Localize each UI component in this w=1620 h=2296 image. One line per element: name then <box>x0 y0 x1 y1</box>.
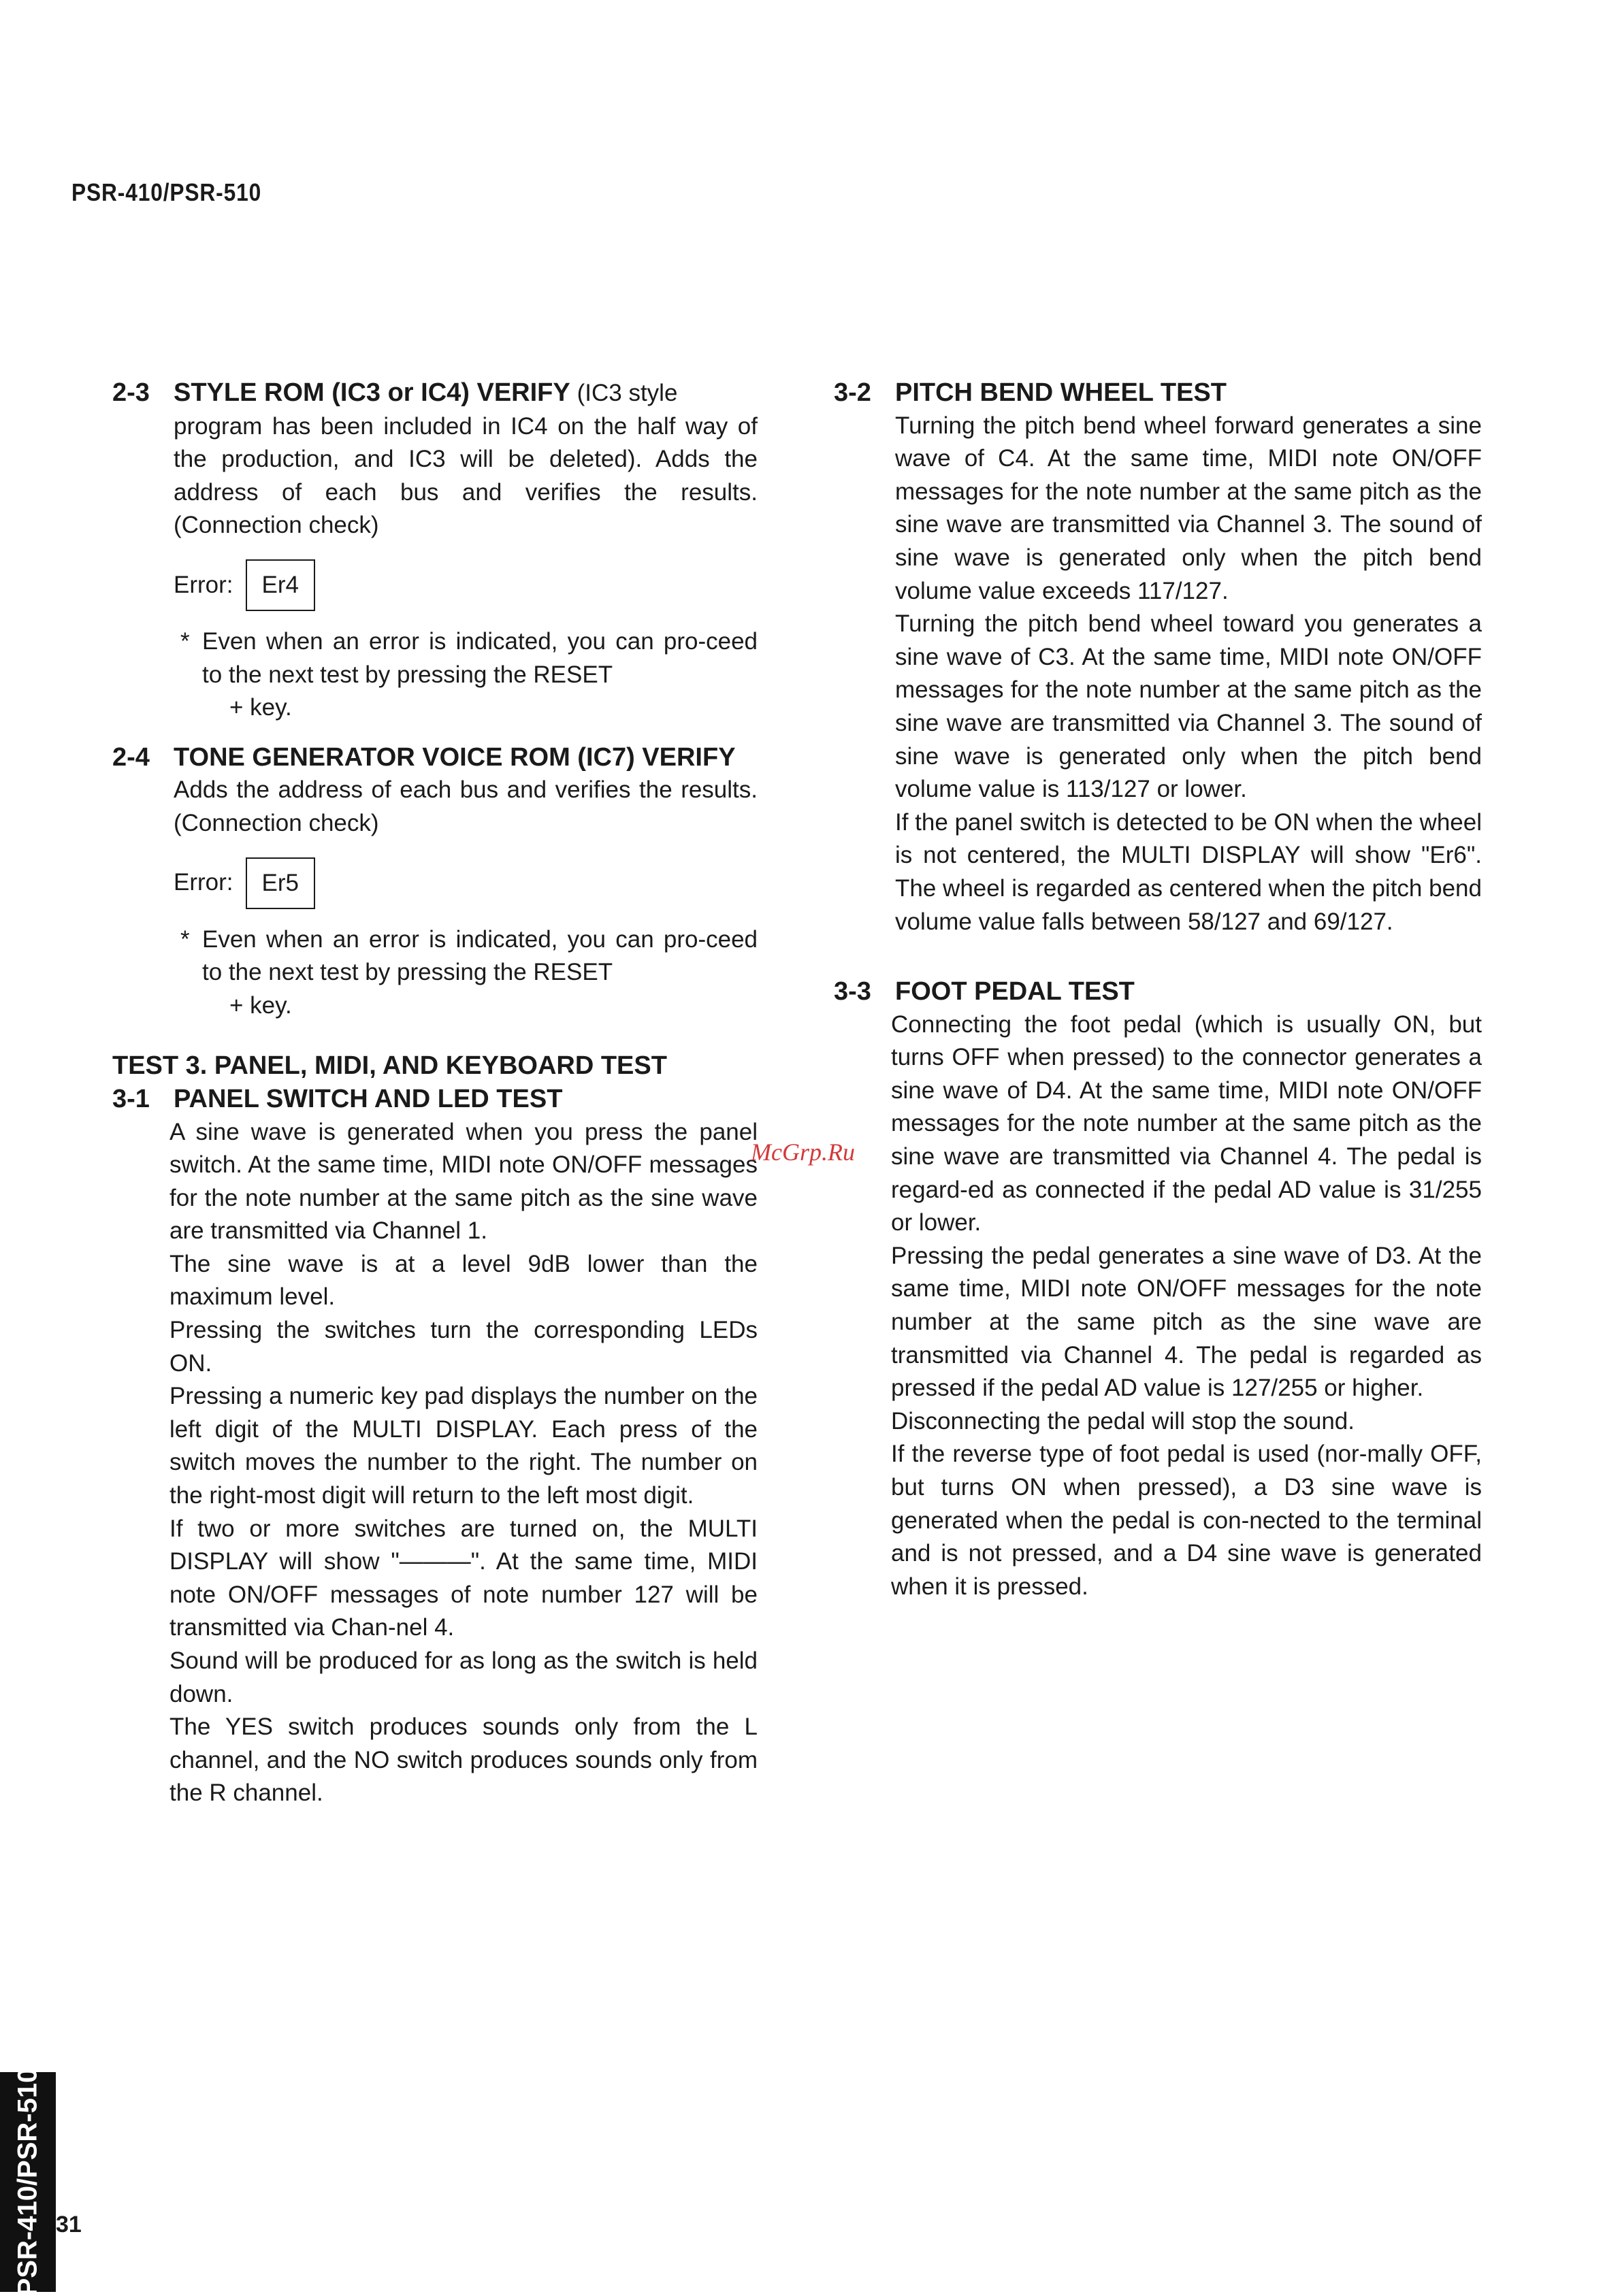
paragraph: The sine wave is at a level 9dB lower than the maximum level. <box>169 1250 758 1311</box>
footnote <box>180 625 758 725</box>
section-2-3 <box>112 376 758 725</box>
section-title: PITCH BEND WHEEL TEST <box>895 378 1227 407</box>
page-number: 31 <box>56 2212 82 2237</box>
section-3-1 <box>112 1083 758 1810</box>
section-body <box>174 410 758 542</box>
section-title-paren: (IC3 style <box>577 380 678 406</box>
footnote-text: Even when an error is indicated, you can pro-ceed to the next test by pressing the RESET <box>202 627 758 688</box>
paragraph: A sine wave is generated when you press the panel switch. At the same time, MIDI note ON/OFF messages for the note number at the same pitch as the sine wave are transmitted via Channel 1. <box>169 1118 758 1245</box>
section-3-2 <box>834 376 1482 938</box>
section-body <box>169 1116 758 1810</box>
section-number: 2-3 <box>112 378 150 407</box>
footnote-key: + key. <box>229 991 292 1019</box>
paragraph: If the reverse type of foot pedal is used (nor-mally OFF, but turns ON when pressed), a D3 sine wave is generated when the pedal is con-nected to the terminal and is not pressed, and a D4 sine wave is generated when it is pressed. <box>891 1441 1482 1600</box>
asterisk: * <box>180 627 190 655</box>
section-title: PANEL SWITCH AND LED TEST <box>174 1084 563 1113</box>
paragraph: If the panel switch is detected to be ON when the wheel is not centered, the MULTI DISPLAY will show "Er6". The wheel is regarded as centered when the pitch bend volume value falls between 58/127 and 69/127. <box>895 808 1482 935</box>
paragraph: If two or more switches are turned on, the MULTI DISPLAY will show "———". At the same time, MIDI note ON/OFF messages of note number 127 will be transmitted via Chan-nel 4. <box>169 1515 758 1641</box>
paragraph: Sound will be produced for as long as the switch is held down. <box>169 1647 758 1707</box>
error-label: Error: <box>174 571 233 598</box>
page-header-model: PSR-410/PSR-510 <box>71 178 262 206</box>
paragraph: program has been included in IC4 on the half way of the production, and IC3 will be deleted). Adds the address of each bus and verifies the results. (Connection check) <box>174 412 758 539</box>
paragraph: Turning the pitch bend wheel forward generates a sine wave of C4. At the same time, MIDI note ON/OFF messages for the note number at the same pitch as the sine wave are transmitted via Channel 3. The sound of sine wave is generated only when the pitch bend volume value exceeds 117/127. <box>895 412 1482 604</box>
section-title-text: STYLE ROM (IC3 or IC4) VERIFY <box>174 378 570 407</box>
section-number: 3-2 <box>834 378 871 407</box>
paragraph: Turning the pitch bend wheel toward you generates a sine wave of C3. At the same time, MIDI note ON/OFF messages for the note number at the same pitch as the sine wave are transmitted via Channel 3. The sound of sine wave is generated only when the pitch bend volume value is 113/127 or lower. <box>895 610 1482 803</box>
section-number: 3-1 <box>112 1084 150 1113</box>
footnote <box>180 923 758 1023</box>
error-code-box: Er4 <box>246 559 315 611</box>
error-code-box: Er5 <box>246 857 315 909</box>
section-body <box>174 774 758 840</box>
footnote-text: Even when an error is indicated, you can pro-ceed to the next test by pressing the RESET <box>202 925 758 986</box>
error-indicator <box>174 855 758 911</box>
section-body <box>895 410 1482 939</box>
section-body <box>891 1008 1482 1604</box>
side-tab-label: PSR-410/PSR-510 <box>12 2067 43 2296</box>
paragraph: Connecting the foot pedal (which is usually ON, but turns OFF when pressed) to the connector generates a sine wave of D4. At the same time, MIDI note ON/OFF messages for the note number at the same pitch as the sine wave are transmitted via Channel 4. The pedal is regard-ed as connected if the pedal AD value is 31/255 or lower. <box>891 1011 1482 1236</box>
asterisk: * <box>180 925 190 953</box>
footnote-key: + key. <box>229 694 292 721</box>
paragraph: Pressing the switches turn the corresponding LEDs ON. <box>169 1317 758 1377</box>
left-column <box>112 376 758 1810</box>
section-title <box>174 376 758 410</box>
section-3-3 <box>834 975 1482 1603</box>
section-title: TONE GENERATOR VOICE ROM (IC7) VERIFY <box>174 742 736 772</box>
watermark: McGrp.Ru <box>751 1138 855 1166</box>
section-title: FOOT PEDAL TEST <box>895 977 1135 1006</box>
right-column <box>834 376 1482 1603</box>
paragraph: Disconnecting the pedal will stop the sound. <box>891 1407 1355 1434</box>
test-3-heading: TEST 3. PANEL, MIDI, AND KEYBOARD TEST <box>112 1051 667 1081</box>
error-indicator <box>174 557 758 613</box>
paragraph: Adds the address of each bus and verifies the results. (Connection check) <box>174 776 758 836</box>
paragraph: The YES switch produces sounds only from the L channel, and the NO switch produces sounds only from the R channel. <box>169 1713 758 1807</box>
section-number: 3-3 <box>834 977 871 1006</box>
section-2-4 <box>112 741 758 1023</box>
error-label: Error: <box>174 869 233 896</box>
side-tab <box>0 2067 56 2296</box>
paragraph: Pressing a numeric key pad displays the number on the left digit of the MULTI DISPLAY. Each press of the switch moves the number to the right. The number on the right-most digit will return to the left most digit. <box>169 1383 758 1509</box>
paragraph: Pressing the pedal generates a sine wave of D3. At the same time, MIDI note ON/OFF messages for the note number at the same pitch as the sine wave are transmitted via Channel 4. The pedal is regarded as pressed if the pedal AD value is 127/255 or higher. <box>891 1242 1482 1402</box>
section-number: 2-4 <box>112 742 150 772</box>
